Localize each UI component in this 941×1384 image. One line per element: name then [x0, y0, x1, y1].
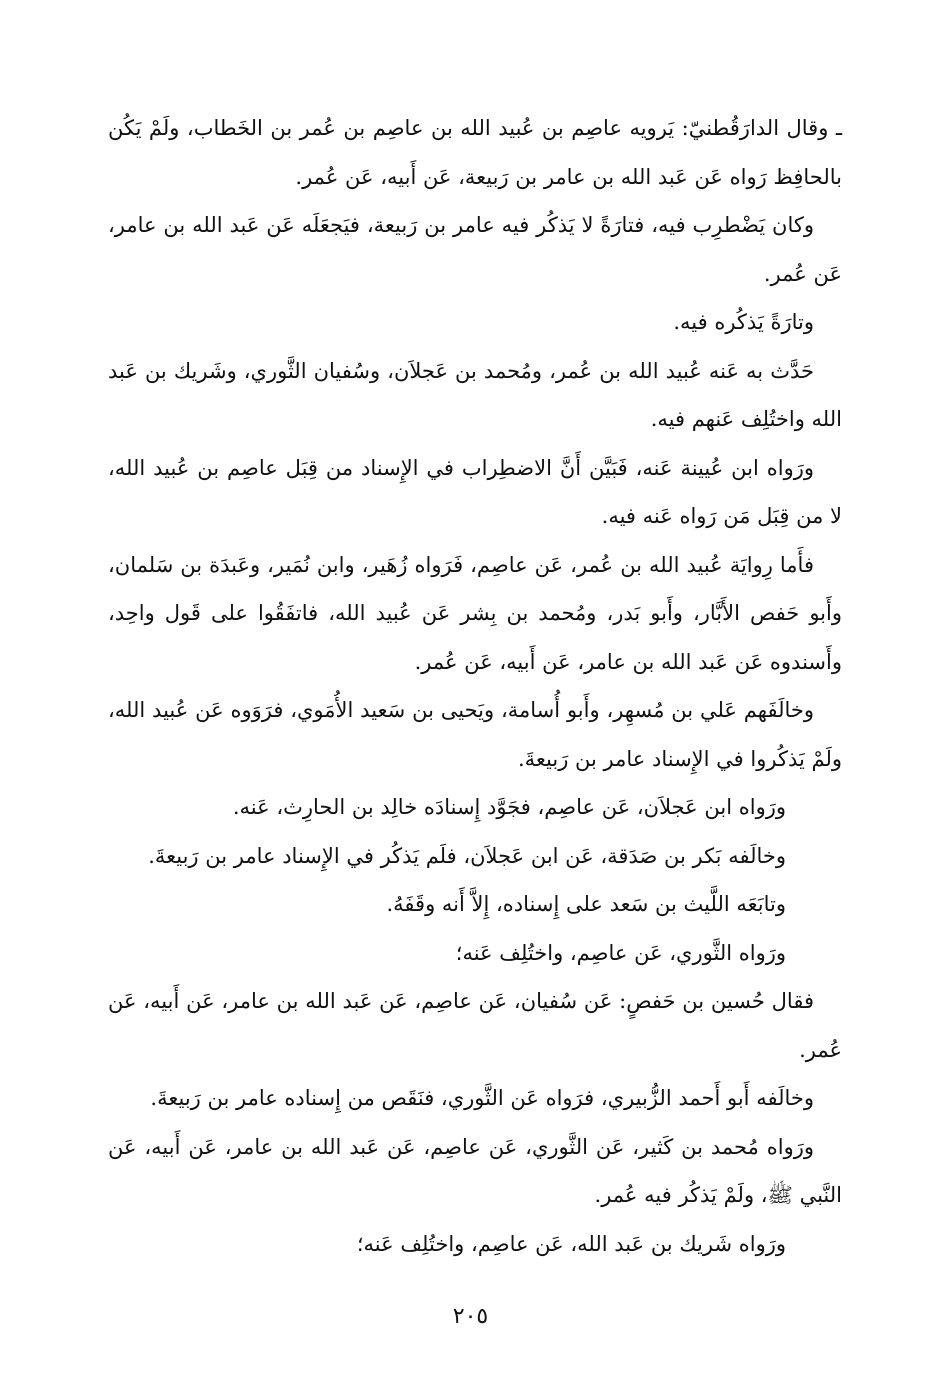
paragraph-9: وخالَفه بَكر بن صَدَقة، عَن ابن عَجلاَن، فلَم يَذكُر في الإِسناد عامر بن رَبيعةَ. [148, 843, 786, 868]
paragraph-3: وتارَةً يَذكُره فيه. [673, 310, 814, 334]
paragraph-8: ورَواه ابن عَجلاَن، عَن عاصِم، فجَوَّد إِسنادَه خالِد بن الحارِث، عَنه. [232, 795, 786, 819]
page-number: ٢٠٥ [452, 1304, 489, 1329]
paragraph-7: وخالَفَهم عَلي بن مُسهِر، وأَبو أُسامة، ويَحيى بن سَعيد الأُمَوي، فرَوَوه عَن عُبيد الله، ولَمْ يَذكُروا في الإِسناد عامر بن رَبيعةَ. [108, 698, 842, 771]
paragraph-4: حَدَّث به عَنه عُبيد الله بن عُمر، ومُحمد بن عَجلاَن، وسُفيان الثَّوري، وشَريك بن عَبد الله واختُلِف عَنهم فيه. [108, 358, 842, 431]
paragraph-12: فقال حُسين بن حَفصٍ: عَن سُفيان، عَن عاصِم، عَن عَبد الله بن عامر، عَن أَبيه، عَن عُمر. [108, 989, 842, 1062]
paragraph-2: وكان يَضْطرِب فيه، فتارَةً لا يَذكُر فيه عامر بن رَبيعة، فيَجعَلَه عَن عَبد الله بن عامر، عَن عُمر. [108, 213, 842, 286]
body-text [108, 104, 842, 1268]
paragraph-6: فأَما رِوايَة عُبيد الله بن عُمر، عَن عاصِم، فَرَواه زُهَير، وابن نُمَير، وعَبدَة بن سَلمان، وأَبو حَفص الأَبَّار، وأَبو بَدر، ومُحمد بن بِشر عَن عُبيد الله، فاتفَقُوا على قَول واحِد، وأَسندوه عَن عَبد الله بن عامر، عَن أَبيه، عَن عُمر. [108, 552, 842, 674]
paragraph-15: ورَواه شَريك بن عَبد الله، عَن عاصِم، واختُلِف عَنه؛ [356, 1231, 786, 1256]
paragraph-1: ـ وقال الدارَقُطنيّ: يَرويه عاصِم بن عُبيد الله بن عاصِم بن عُمر بن الخَطاب، ولَمْ يَكُن بالحافِظ رَواه عَن عَبد الله بن عامر بن رَبيعة، عَن أَبيه، عَن عُمر. [108, 116, 842, 189]
paragraph-13: وخالَفه أَبو أَحمد الزُّبيري، فرَواه عَن الثَّوري، فنَقَص من إِسناده عامر بن رَبيعةَ. [150, 1086, 814, 1110]
paragraph-11: ورَواه الثَّوري، عَن عاصِم، واختُلِف عَنه؛ [455, 940, 786, 965]
paragraph-5: ورَواه ابن عُيينة عَنه، فَبَيَّن أَنَّ الاضطِراب في الإِسناد من قِبَل عاصِم بن عُبيد الله، لا من قِبَل مَن رَواه عَنه فيه. [108, 455, 842, 528]
paragraph-14: ورَواه مُحمد بن كَثير، عَن الثَّوري، عَن عاصِم، عَن عَبد الله بن عامر، عَن أَبيه، عَن النَّبي ﷺ، ولَمْ يَذكُر فيه عُمر. [108, 1134, 842, 1207]
paragraph-10: وتابَعَه اللَّيث بن سَعد على إِسناده، إِلاَّ أَنه وقَفَهُ. [386, 892, 786, 916]
